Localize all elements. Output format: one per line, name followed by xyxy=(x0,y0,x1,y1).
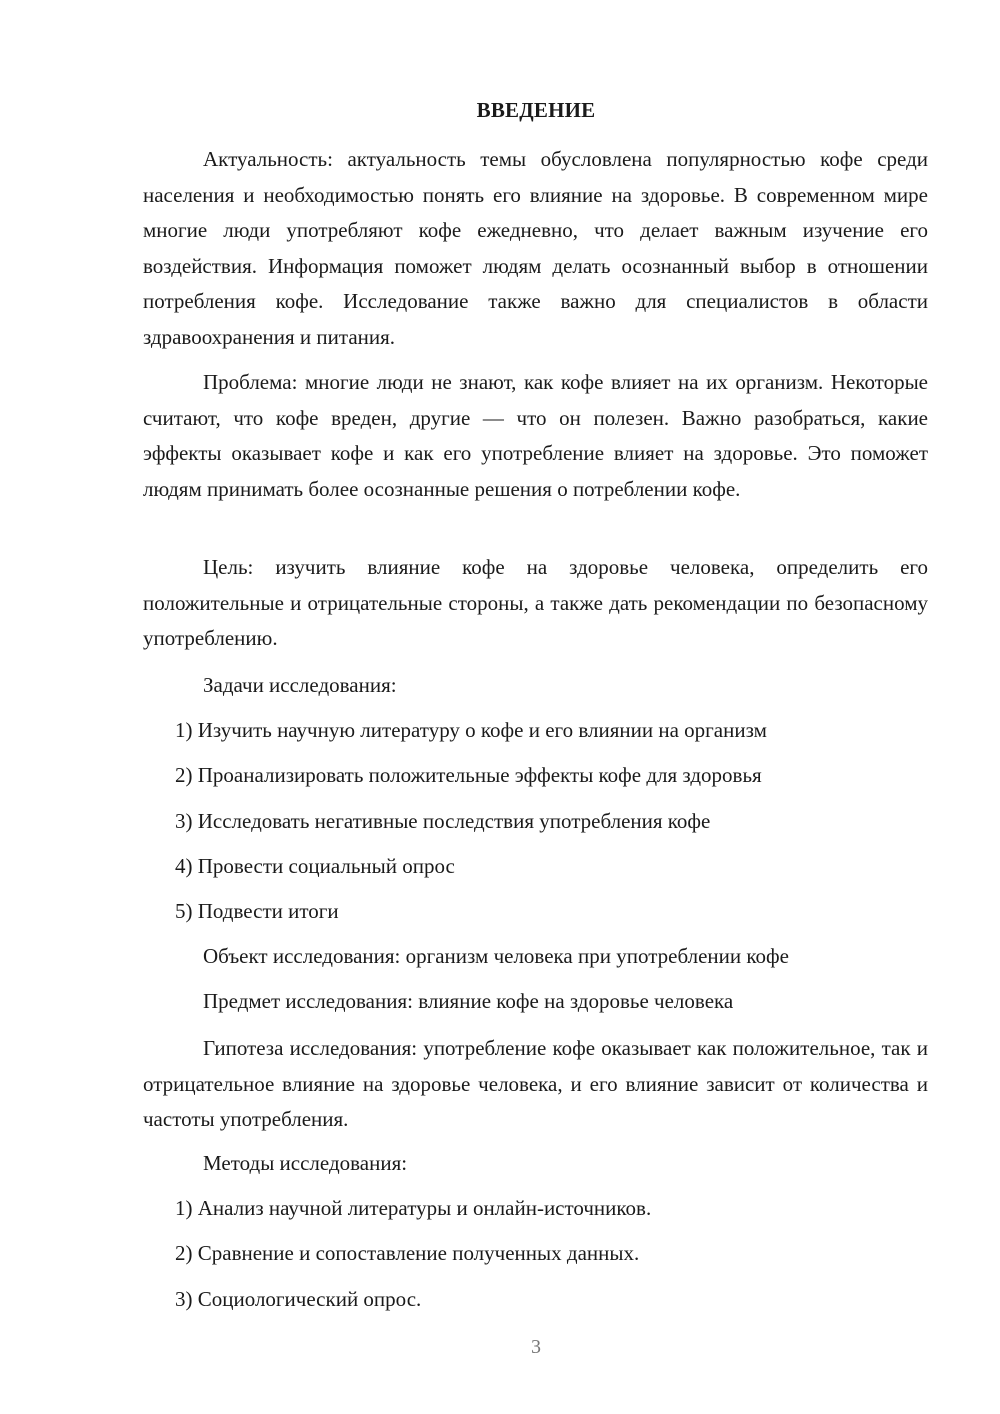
list-item: 5) Подвести итоги xyxy=(175,899,339,923)
problem-paragraph: Проблема: многие люди не знают, как кофе влияет на их организм. Некоторые считают, что кофе вреден, другие — что он полезен. Важно разобраться, какие эффекты оказывает кофе и как его употребление влияет на здоровье. Это поможет людям принимать более осознанные решения о потреблении кофе. xyxy=(143,370,928,501)
relevance-paragraph: Актуальность: актуальность темы обусловлена популярностью кофе среди населения и необходимостью понять его влияние на здоровье. В современном мире многие люди употребляют кофе ежедневно, что делает важным изучение его воздействия. Информация поможет людям делать осознанный выбор в отношении потребления кофе. Исследование также важно для специалистов в области здравоохранения и питания. xyxy=(143,147,928,349)
page-number: 3 xyxy=(531,1336,541,1358)
list-item: 4) Провести социальный опрос xyxy=(175,854,455,878)
hypothesis-paragraph: Гипотеза исследования: употребление кофе оказывает как положительное, так и отрицательное влияние на здоровье человека, и его влияние зависит от количества и частоты употребления. xyxy=(143,1036,928,1131)
list-item: 1) Изучить научную литературу о кофе и его влиянии на организм xyxy=(175,718,767,742)
list-item: 3) Социологический опрос. xyxy=(175,1287,422,1311)
list-item: 3) Исследовать негативные последствия употребления кофе xyxy=(175,809,711,833)
tasks-heading: Задачи исследования: xyxy=(203,673,397,697)
research-subject: Предмет исследования: влияние кофе на здоровье человека xyxy=(203,989,734,1013)
list-item: 2) Проанализировать положительные эффекты кофе для здоровья xyxy=(175,763,762,787)
list-item: 2) Сравнение и сопоставление полученных данных. xyxy=(175,1241,640,1265)
methods-heading: Методы исследования: xyxy=(203,1151,408,1175)
list-item: 1) Анализ научной литературы и онлайн-источников. xyxy=(175,1196,652,1220)
page-title: ВВЕДЕНИЕ xyxy=(476,98,596,122)
research-object: Объект исследования: организм человека при употреблении кофе xyxy=(203,944,789,968)
goal-paragraph: Цель: изучить влияние кофе на здоровье человека, определить его положительные и отрицательные стороны, а также дать рекомендации по безопасному употреблению. xyxy=(143,555,928,650)
